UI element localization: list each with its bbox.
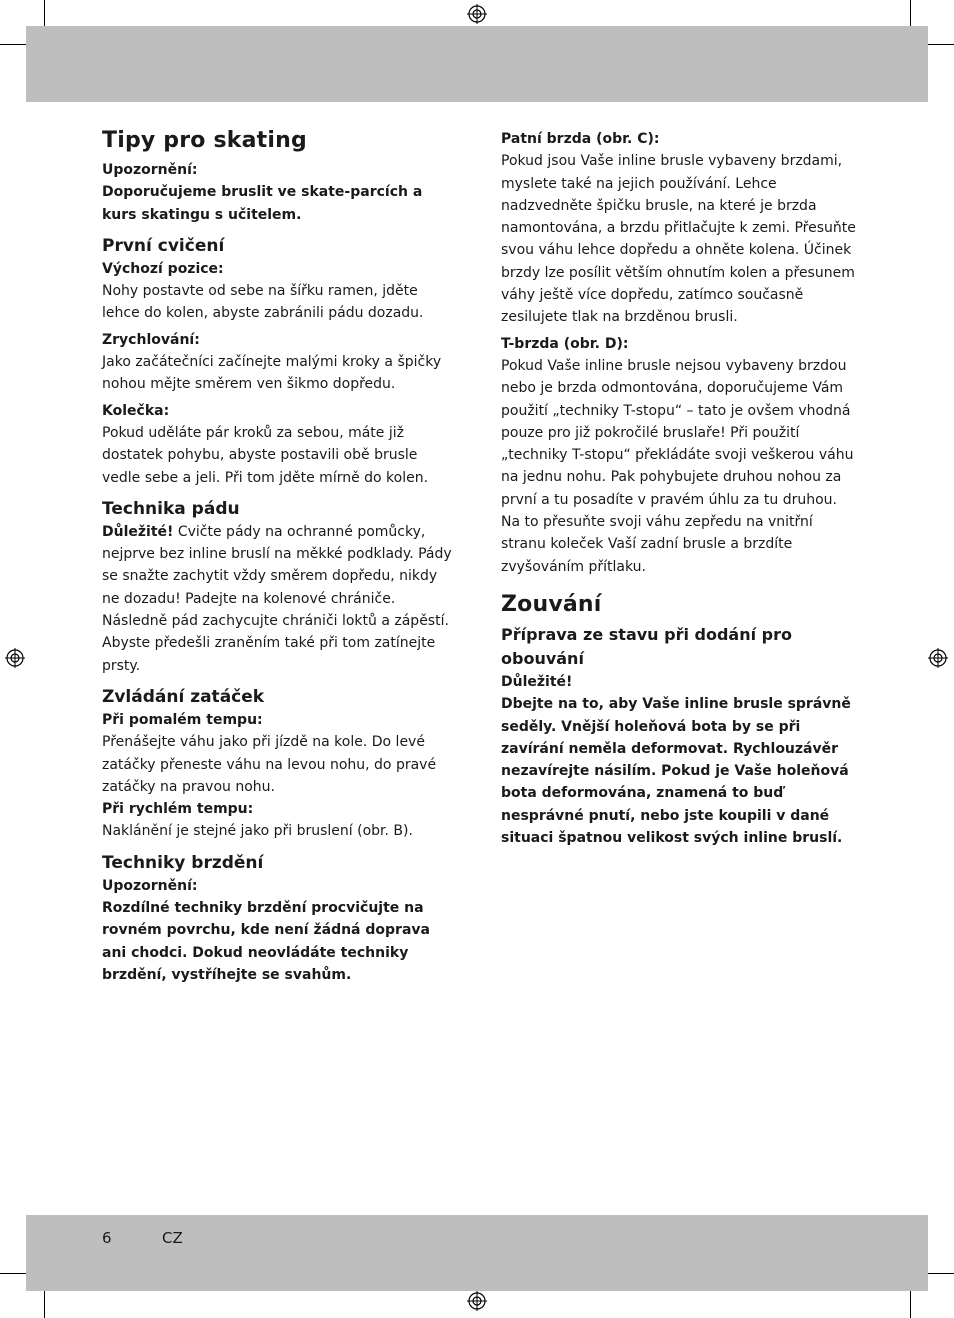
- slow-pace-text: Přenášejte váhu jako při jízdě na kole. Do levé zatáčky přeneste váhu na levou nohu, do pravé zatáčky na pravou nohu.: [102, 734, 437, 795]
- preparation-subheading: Příprava ze stavu při dodání pro obouvání: [501, 624, 793, 668]
- taking-off-heading: Zouvání: [501, 591, 602, 617]
- t-brake-label: T-brzda (obr. D):: [501, 335, 629, 352]
- acceleration-text: Jako začátečníci začínejte malými kroky a špičky nohou mějte směrem ven šikmo dopředu.: [102, 354, 442, 393]
- wheels-text: Pokud uděláte pár kroků za sebou, máte již dostatek pohybu, abyste postavili obě brusle vedle sebe a jeli. Při tom jděte mírně do kolen.: [102, 424, 429, 486]
- important-label: Důležité!: [102, 523, 174, 540]
- curves-heading: Zvládání zatáček: [102, 686, 265, 707]
- header-bar: [26, 26, 928, 102]
- crop-mark: [910, 1291, 911, 1318]
- important-label: Důležité!: [501, 673, 573, 690]
- right-column: [501, 128, 857, 849]
- slow-pace-label: Při pomalém tempu:: [102, 711, 263, 728]
- t-brake-text: Pokud Vaše inline brusle nejsou vybaveny brzdou nebo je brzda odmontována, doporučujeme Vám použití „techniky T-stopu“ – tato je ovšem vhodná pouze pro již pokročilé bruslaře! Při použití „techniky T-stopu“ překládáte svoji veškerou váhu na jednu nohu. Pak pohybujete druhou nohou za první a tu posadíte v pravém úhlu za tu druhou.: [501, 357, 854, 508]
- crop-mark: [928, 1273, 954, 1274]
- fall-technique-text: [102, 521, 458, 677]
- important-text: Dbejte na to, aby Vaše inline brusle správně seděly. Vnější holeňová bota by se při zavírání neměla deformovat. Rychlouzávěr nezavírejte násilím. Pokud je Vaše holeňová bota deformována, znamená to buď nesprávné pnutí, nebo jste koupili v dané situaci špatnou velikost svých inline bruslí.: [501, 696, 851, 847]
- start-position-label: Výchozí pozice:: [102, 260, 224, 277]
- first-exercise-heading: První cvičení: [102, 235, 225, 256]
- section-title: Tipy pro skating: [102, 128, 307, 153]
- registration-mark-icon: [5, 648, 25, 668]
- crop-mark: [0, 44, 26, 45]
- language-code: CZ: [162, 1229, 183, 1247]
- braking-warning-text: Rozdílné techniky brzdění procvičujte na rovném povrchu, kde není žádná doprava ani chodci. Dokud neovládáte techniky brzdění, vystříhejte se svahům.: [102, 900, 430, 983]
- crop-mark: [0, 1273, 26, 1274]
- braking-warning-label: Upozornění:: [102, 877, 198, 894]
- heel-brake-text: Pokud jsou Vaše inline brusle vybaveny brzdami, myslete také na jejich používání. Lehce nadzvedněte špičku brusle, na které je brzda namontována, a brzdu přitlačujte k zemi. Přesuňte svou váhu lehce dopředu a ohněte kolena. Účinek brzdy lze posílit větším ohnutím kolen a přesunem váhy ještě více dopředu, zatímco současně zesilujete tlak na brzděnou brusli.: [501, 153, 856, 326]
- crop-mark: [910, 0, 911, 26]
- t-brake-text-2: Na to přesuňte svoji váhu zepředu na vnitřní stranu koleček Vaší zadní brusle a brzdíte zvyšováním přítlaku.: [501, 514, 813, 575]
- wheels-label: Kolečka:: [102, 402, 170, 419]
- registration-mark-icon: [467, 1291, 487, 1311]
- registration-mark-icon: [928, 648, 948, 668]
- crop-mark: [44, 1291, 45, 1318]
- left-column: [102, 128, 458, 986]
- warning-text: Doporučujeme bruslit ve skate-parcích a kurs skatingu s učitelem.: [102, 184, 423, 223]
- crop-mark: [44, 0, 45, 26]
- footer-bar: [26, 1215, 928, 1291]
- registration-mark-icon: [467, 4, 487, 24]
- fall-technique-heading: Technika pádu: [102, 498, 240, 519]
- crop-mark: [928, 44, 954, 45]
- acceleration-label: Zrychlování:: [102, 331, 200, 348]
- page-number: 6: [102, 1229, 112, 1247]
- heel-brake-label: Patní brzda (obr. C):: [501, 131, 660, 147]
- fall-body: Cvičte pády na ochranné pomůcky, nejprve bez inline bruslí na měkké podklady. Pády se snažte zachytit vždy směrem dopředu, nikdy ne dozadu! Padejte na kolenové chrániče. Následně pád zachycujte chrániči loktů a zápěstí. Abyste předešli zraněním také při tom zatínejte prsty.: [102, 523, 452, 674]
- warning-label: Upozornění:: [102, 162, 198, 178]
- fast-pace-label: Při rychlém tempu:: [102, 801, 254, 818]
- braking-heading: Techniky brzdění: [102, 852, 264, 873]
- fast-pace-text: Naklánění je stejné jako při bruslení (obr. B).: [102, 823, 413, 840]
- start-position-text: Nohy postavte od sebe na šířku ramen, jděte lehce do kolen, abyste zabránili pádu dozadu.: [102, 283, 424, 322]
